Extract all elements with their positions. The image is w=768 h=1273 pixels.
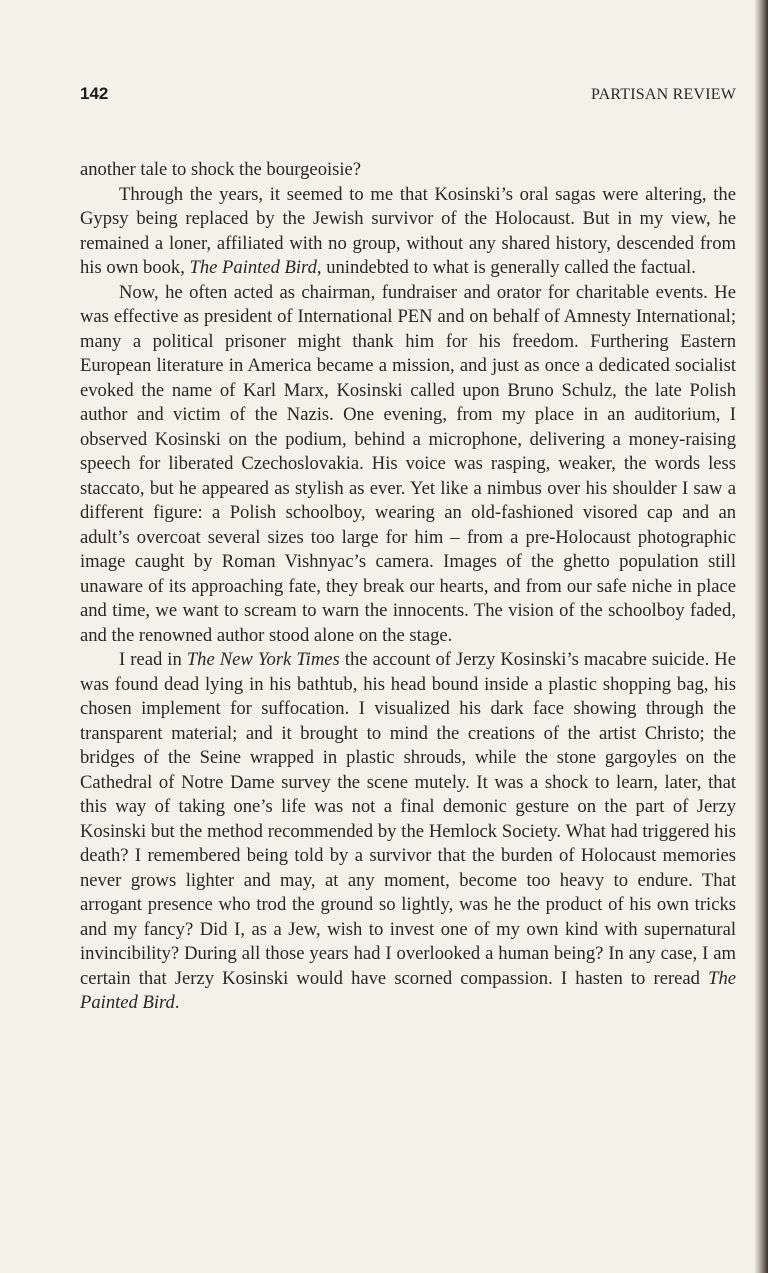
text-segment: the account of Jerzy Kosinski’s macabre suicide. He was found dead lying in his bathtub, his head bound inside a plastic shopping bag, his chosen implement for suffocation. I visualized his dark face showing through the transparent material; and it brought to mind the creations of the artist Christo; the bridges of the Seine wrapped in plastic shrouds, while the stone gargoyles on the Cathedral of Notre Dame survey the scene mutely. It was a shock to learn, later, that this way of taking one’s life was not a final demonic gesture on the part of Jerzy Kosinski but the method recommended by the Hemlock Society. What had triggered his death? I remembered being told by a survivor that the burden of Holocaust memories never grows lighter and may, at any moment, become too heavy to endure. That arrogant presence who trod the ground so lightly, was he the product of his own tricks and my fancy? Did I, as a Jew, wish to invest one of my own kind with supernatural invincibility? During all those years had I overlooked a human being? In any case, I am certain that Jerzy Kosinski would have scorned compassion. I hasten to reread [80,649,736,989]
text-segment: , unindebted to what is generally called the factual. [316,257,696,278]
page-edge-shadow [754,0,768,1273]
text-segment: another tale to shock the bourgeoisie? [80,159,362,180]
paragraph [80,281,736,649]
paragraph [80,158,736,183]
text-segment: I read in [119,649,187,670]
running-head: PARTISAN REVIEW [590,86,736,103]
text-segment: Now, he often acted as chairman, fundraiser and orator for charitable events. He was effective as president of International PEN and on behalf of Amnesty International; many a political prisoner might thank him for his freedom. Furthering Eastern European literature in America became a mission, and just as once a dedicated socialist evoked the name of Karl Marx, Kosinski called upon Bruno Schulz, the late Polish author and victim of the Nazis. One evening, from my place in an auditorium, I observed Kosinski on the podium, behind a microphone, delivering a money-raising speech for liberated Czechoslovakia. His voice was rasping, weaker, the words less staccato, but he appeared as stylish as ever. Yet like a nimbus over his shoulder I saw a different figure: a Polish schoolboy, wearing an old-fashioned visored cap and an adult’s overcoat several sizes too large for him – from a pre-Holocaust photographic image caught by Roman Vishnyac’s camera. Images of the ghetto population still unaware of its approaching fate, they break our hearts, and from our safe niche in place and time, we want to scream to warn the innocents. The vision of the schoolboy faded, and the renowned author stood alone on the stage. [80,281,736,646]
book-title: The Painted Bird [80,967,736,1013]
newspaper-title: The New York Times [186,649,340,670]
text-segment: . [174,992,180,1013]
page-number: 142 [80,84,109,103]
text-segment: Through the years, it seemed to me that Kosinski’s oral sagas were altering, the Gypsy being replaced by the Jewish survivor of the Holocaust. But in my view, he remained a loner, affiliated with no group, without any shared history, descended from his own book, [80,183,736,278]
paragraph [80,183,736,281]
page-header [80,84,736,108]
paragraph [80,648,736,1016]
body-text [80,158,736,1016]
book-title: The Painted Bird [189,257,317,278]
